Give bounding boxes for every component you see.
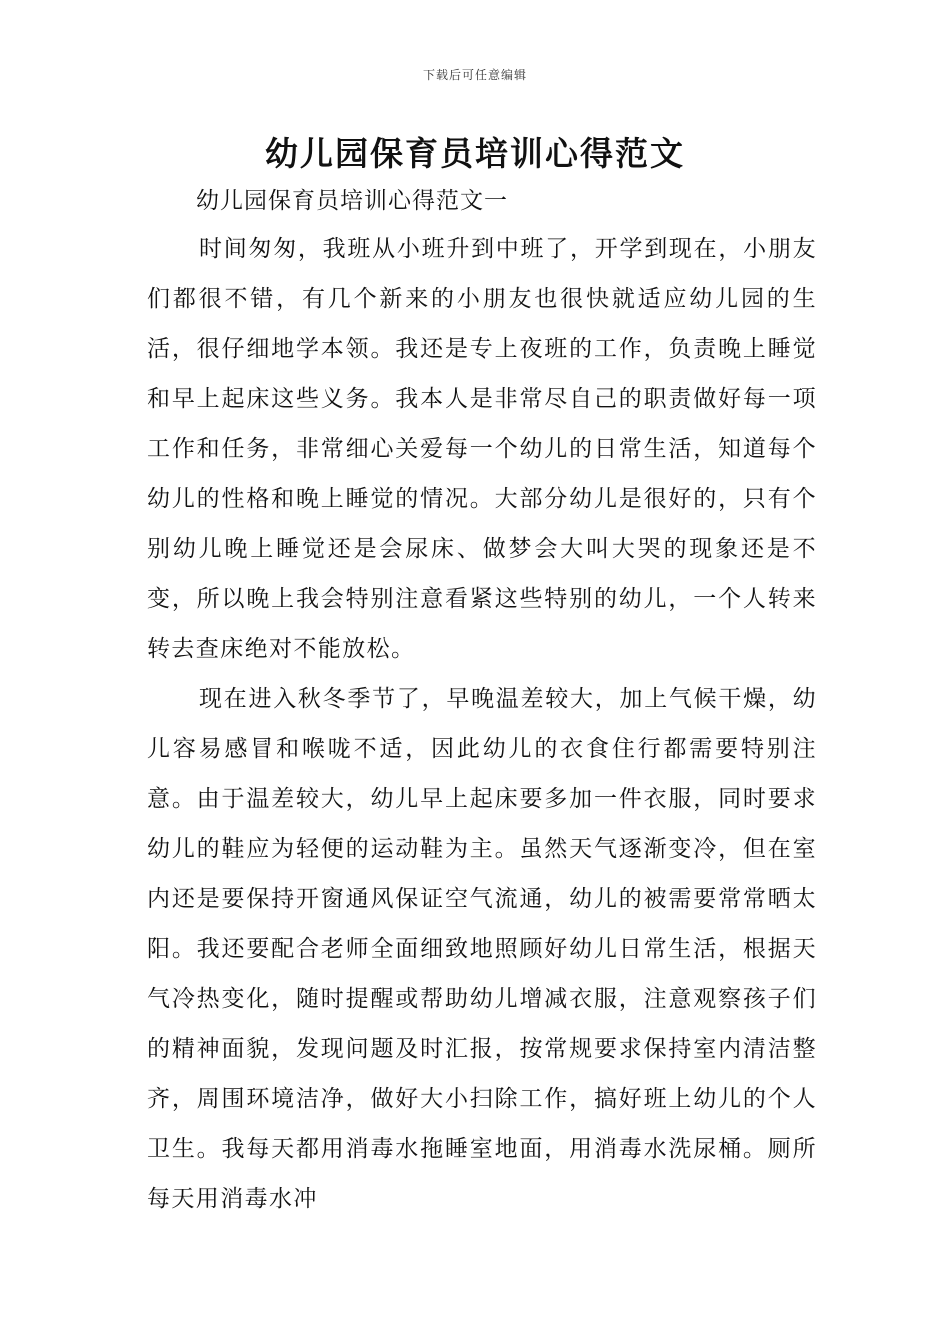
paragraph-1: 时间匆匆，我班从小班升到中班了，开学到现在，小朋友们都很不错，有几个新来的小朋友也很快就适应幼儿园的生活，很仔细地学本领。我还是专上夜班的工作，负责晚上睡觉和早上起床这些义务。我本人是非常尽自己的职责做好每一项工作和任务，非常细心关爱每一个幼儿的日常生活，知道每个幼儿的性格和晚上睡觉的情况。大部分幼儿是很好的，只有个别幼儿晚上睡觉还是会尿床、做梦会大叫大哭的现象还是不变，所以晚上我会特别注意看紧这些特别的幼儿，一个人转来转去查床绝对不能放松。 (147, 236, 817, 662)
header-note: 下载后可任意编辑 (422, 68, 527, 82)
paragraph-2: 现在进入秋冬季节了，早晚温差较大，加上气候干燥，幼儿容易感冒和喉咙不适，因此幼儿的衣食住行都需要特别注意。由于温差较大，幼儿早上起床要多加一件衣服，同时要求幼儿的鞋应为轻便的运动鞋为主。虽然天气逐渐变冷，但在室内还是要保持开窗通风保证空气流通，幼儿的被需要常常晒太阳。我还要配合老师全面细致地照顾好幼儿日常生活，根据天气冷热变化，随时提醒或帮助幼儿增减衣服，注意观察孩子们的精神面貌，发现问题及时汇报，按常规要求保持室内清洁整齐，周围环境洁净，做好大小扫除工作，搞好班上幼儿的个人卫生。我每天都用消毒水拖睡室地面，用消毒水洗尿桶。厕所每天用消毒水冲 (147, 686, 817, 1212)
document-title: 幼儿园保育员培训心得范文 (265, 134, 685, 173)
document-subtitle: 幼儿园保育员培训心得范文一 (196, 188, 508, 214)
document-body (147, 224, 817, 1224)
